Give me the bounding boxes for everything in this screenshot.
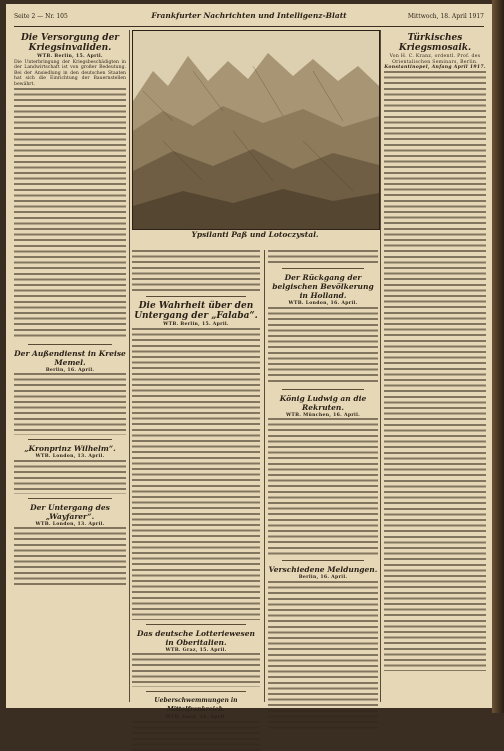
article-text-block [268,418,378,556]
article-body: Die Unterbringung der Kriegsbeschädigten in der Landwirtschaft ist von großer Bedeutung. Bei der Ansiedlung in den deutschen Staaten hat sich die Einrichtung der Bauernstellen bewährt. [14,59,126,87]
column-1 [14,30,130,702]
issue-date: Mittwoch, 18. April 1917 [407,13,484,20]
article-text-block [268,250,378,264]
article-title: Die Versorgung der Kriegsinvaliden. [20,33,120,53]
subheading: Konstantinopel, Anfang April 1917. [384,65,486,71]
newspaper-page [6,4,492,721]
dateline: WTB. Genf, 16. April. [165,715,227,721]
dateline: WTB. Graz, 15. April. [165,647,227,653]
article-text-block [268,307,378,385]
article-title: „Kronprinz Wilhelm“. [24,444,116,454]
article-text-block [384,71,486,671]
article-text-block [14,527,126,587]
column-4 [380,30,486,702]
column-2 [132,250,260,721]
illustration-caption: Ypsilanti Paß und Lotoczystal. [191,230,319,239]
book-binding [492,0,504,713]
article-title: Verschiedene Meldungen. [268,565,378,575]
article-title: Der Rückgang der belgischen Bevölkerung in Holland. [272,273,374,300]
article-title: König Ludwig an die Rekruten. [279,393,367,412]
article-title: Türkisches Kriegsmosaik. [398,33,472,53]
article-text-block [132,250,260,292]
article-title: Das deutsche Lotteriewesen in Oberitalien. [137,628,255,647]
article-text-block [132,328,260,620]
dateline: WTB. London, 13. April. [35,454,105,460]
article-text-block [14,373,126,435]
article-text-block [132,721,260,751]
dateline: WTB. Berlin, 15. April. [163,322,229,327]
dateline: WTB. London, 13. April. [35,521,105,527]
article-title: Der Außendienst in Kreise Memel. [14,348,126,367]
dateline: WTB. München, 16. April. [285,412,361,418]
dateline: WTB. Berlin, 15. April. [37,54,103,59]
article-title: Die Wahrheit über den Untergang der „Falaba“. [134,301,258,321]
masthead: Frankfurter Nachrichten und Intelligenz-Blatt [151,11,347,20]
dateline: Berlin, 16. April. [45,367,95,373]
article-title: Der Untergang des „Wayfarer“. [30,502,110,521]
article-text-block [268,581,378,731]
dateline: WTB. London, 16. April. [288,301,358,306]
column-3 [264,250,378,702]
dateline: Berlin, 16. April. [298,575,348,581]
page-number: Seite 2 — Nr. 105 [14,13,68,20]
page-header [14,10,484,27]
article-text-block [132,653,260,687]
byline: Von H. C. Kranz, ordentl. Prof. des Orientalischen Seminars, Berlin. [389,54,481,65]
article-text-block [14,460,126,494]
article-text-block [14,88,126,340]
article-title: Ueberschwemmungen in Mittelfrankreich. [154,697,238,714]
mountain-illustration [132,30,380,230]
